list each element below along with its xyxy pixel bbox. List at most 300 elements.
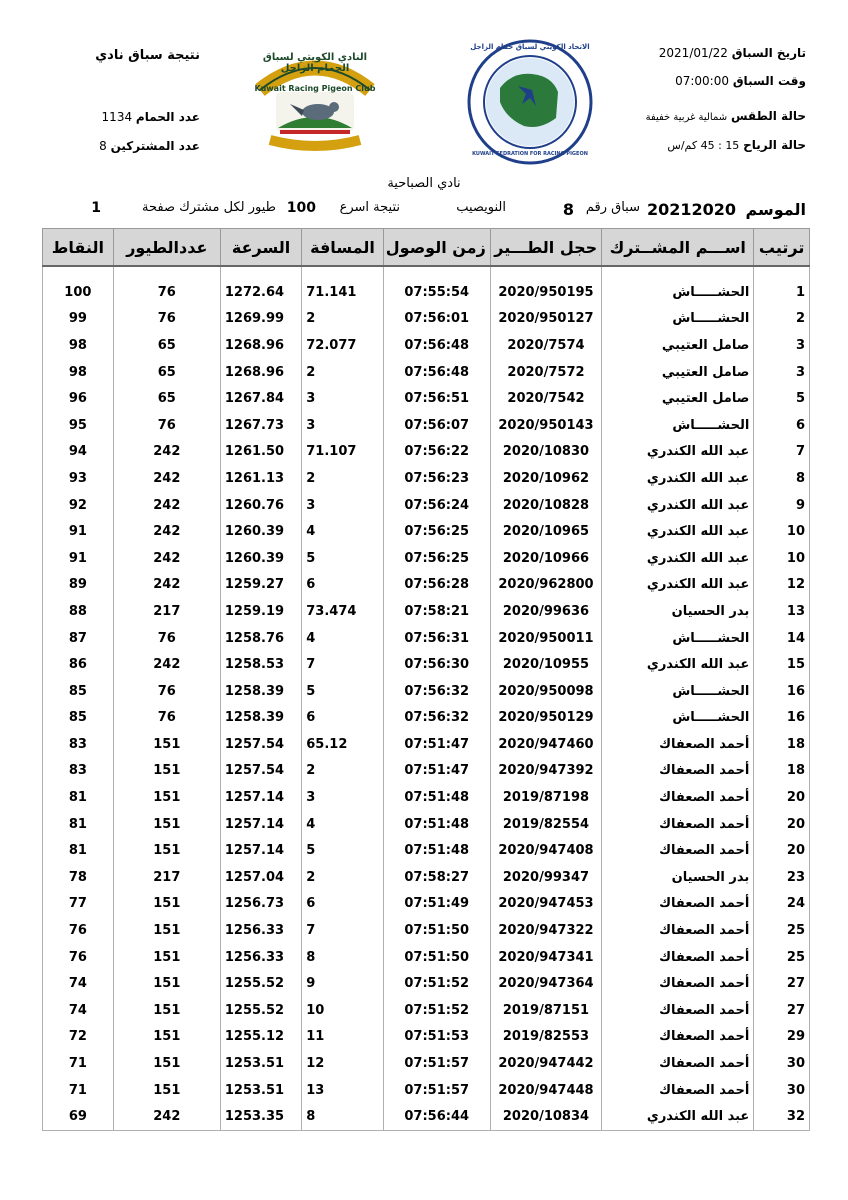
- rank-cell: 18: [754, 758, 810, 785]
- results-table: [42, 228, 810, 1131]
- rank-cell: 8: [754, 465, 810, 492]
- participant-name-cell: أحمد الصعفاك: [602, 1024, 754, 1051]
- federation-logo-english: KUWAIT FEDRATION FOR RACING PIGEON: [472, 151, 588, 157]
- points-cell: 88: [43, 598, 114, 625]
- participant-name-cell: صامل العتيبي: [602, 385, 754, 412]
- table-row: [43, 811, 810, 838]
- speed-cell: 1257.54: [220, 731, 301, 758]
- bird-count-cell: 217: [113, 864, 220, 891]
- table-row: [43, 1103, 810, 1130]
- ring-cell: 2020/950143: [490, 412, 601, 439]
- spacer-cell: [43, 266, 114, 279]
- speed-cell: 1255.52: [220, 970, 301, 997]
- table-row: [43, 944, 810, 971]
- arrival-time-cell: 07:56:22: [383, 439, 490, 466]
- distance-cell: 8: [302, 944, 383, 971]
- rank-cell: 14: [754, 625, 810, 652]
- participant-name-cell: عبد الله الكندري: [602, 439, 754, 466]
- points-cell: 78: [43, 864, 114, 891]
- points-cell: 74: [43, 970, 114, 997]
- ring-cell: 2020/950011: [490, 625, 601, 652]
- points-cell: 95: [43, 412, 114, 439]
- speed-cell: 1260.39: [220, 518, 301, 545]
- rank-cell: 16: [754, 705, 810, 732]
- arrival-time-cell: 07:51:48: [383, 811, 490, 838]
- speed-cell: 1255.12: [220, 1024, 301, 1051]
- points-cell: 81: [43, 811, 114, 838]
- distance-cell: 13: [302, 1077, 383, 1104]
- points-cell: 83: [43, 731, 114, 758]
- distance-cell: 6: [302, 572, 383, 599]
- per-participant-label: طيور لكل مشترك صفحة: [142, 200, 276, 215]
- arrival-time-cell: 07:51:47: [383, 731, 490, 758]
- participant-name-cell: عبد الله الكندري: [602, 492, 754, 519]
- rank-cell: 3: [754, 332, 810, 359]
- points-cell: 85: [43, 705, 114, 732]
- bird-count-cell: 151: [113, 837, 220, 864]
- ring-cell: 2020/10962: [490, 465, 601, 492]
- table-row: [43, 997, 810, 1024]
- season-line: [42, 200, 806, 224]
- weather-line: [646, 109, 806, 123]
- federation-logo-graphic: [466, 38, 594, 166]
- pigeon-count-line: [0, 110, 200, 124]
- arrival-time-cell: 07:56:28: [383, 572, 490, 599]
- speed-cell: 1258.39: [220, 705, 301, 732]
- rank-cell: 29: [754, 1024, 810, 1051]
- distance-cell: 4: [302, 625, 383, 652]
- race-time-line: [675, 74, 806, 88]
- pigeon-count-label: عدد الحمام: [135, 110, 200, 124]
- distance-cell: 5: [302, 678, 383, 705]
- result-label: نتيجة اسرع: [339, 200, 400, 215]
- distance-cell: 5: [302, 837, 383, 864]
- table-row: [43, 572, 810, 599]
- arrival-time-cell: 07:56:48: [383, 359, 490, 386]
- rank-cell: 27: [754, 970, 810, 997]
- arrival-time-cell: 07:51:57: [383, 1077, 490, 1104]
- distance-cell: 73.474: [302, 598, 383, 625]
- col-arrival-time: زمن الوصول: [383, 229, 490, 267]
- bird-count-cell: 151: [113, 758, 220, 785]
- table-row: [43, 758, 810, 785]
- table-row: [43, 359, 810, 386]
- table-row: [43, 1024, 810, 1051]
- ring-cell: 2020/947322: [490, 917, 601, 944]
- points-cell: 71: [43, 1050, 114, 1077]
- distance-cell: 8: [302, 1103, 383, 1130]
- arrival-time-cell: 07:58:21: [383, 598, 490, 625]
- points-cell: 96: [43, 385, 114, 412]
- bird-count-cell: 242: [113, 465, 220, 492]
- rank-cell: 12: [754, 572, 810, 599]
- speed-cell: 1256.33: [220, 917, 301, 944]
- distance-cell: 2: [302, 306, 383, 333]
- participants-label: عدد المشتركين: [110, 139, 200, 153]
- federation-logo: [466, 38, 594, 166]
- bird-count-cell: 76: [113, 678, 220, 705]
- table-row: [43, 784, 810, 811]
- bird-count-cell: 65: [113, 359, 220, 386]
- speed-cell: 1267.73: [220, 412, 301, 439]
- rank-cell: 30: [754, 1077, 810, 1104]
- rank-cell: 32: [754, 1103, 810, 1130]
- points-cell: 98: [43, 332, 114, 359]
- distance-cell: 71.107: [302, 439, 383, 466]
- ring-cell: 2020/947408: [490, 837, 601, 864]
- speed-cell: 1253.51: [220, 1077, 301, 1104]
- points-cell: 74: [43, 997, 114, 1024]
- points-cell: 83: [43, 758, 114, 785]
- bird-count-cell: 242: [113, 439, 220, 466]
- distance-cell: 6: [302, 705, 383, 732]
- participant-name-cell: عبد الله الكندري: [602, 651, 754, 678]
- participant-name-cell: عبد الله الكندري: [602, 572, 754, 599]
- table-row: [43, 385, 810, 412]
- participant-name-cell: الحشـــــاش: [602, 306, 754, 333]
- bird-count-cell: 76: [113, 279, 220, 306]
- table-row: [43, 917, 810, 944]
- arrival-time-cell: 07:56:07: [383, 412, 490, 439]
- arrival-time-cell: 07:51:50: [383, 944, 490, 971]
- points-cell: 89: [43, 572, 114, 599]
- rank-cell: 2: [754, 306, 810, 333]
- points-cell: 85: [43, 678, 114, 705]
- rank-cell: 15: [754, 651, 810, 678]
- table-row: [43, 651, 810, 678]
- speed-cell: 1272.64: [220, 279, 301, 306]
- arrival-time-cell: 07:58:27: [383, 864, 490, 891]
- participant-name-cell: بدر الحسيان: [602, 598, 754, 625]
- participant-name-cell: الحشـــــاش: [602, 625, 754, 652]
- wind-line: [667, 138, 806, 152]
- wind-label: حالة الرياح: [743, 138, 806, 152]
- table-row: [43, 891, 810, 918]
- speed-cell: 1256.33: [220, 944, 301, 971]
- ring-cell: 2020/947442: [490, 1050, 601, 1077]
- table-row: [43, 970, 810, 997]
- speed-cell: 1259.27: [220, 572, 301, 599]
- distance-cell: 4: [302, 811, 383, 838]
- participant-name-cell: عبد الله الكندري: [602, 1103, 754, 1130]
- points-cell: 76: [43, 917, 114, 944]
- ring-cell: 2020/7572: [490, 359, 601, 386]
- distance-cell: 6: [302, 891, 383, 918]
- points-cell: 81: [43, 837, 114, 864]
- ring-cell: 2020/947453: [490, 891, 601, 918]
- distance-cell: 71.141: [302, 279, 383, 306]
- rank-cell: 13: [754, 598, 810, 625]
- participant-name-cell: أحمد الصعفاك: [602, 970, 754, 997]
- participants-count: 8: [99, 139, 107, 153]
- distance-cell: 2: [302, 465, 383, 492]
- distance-cell: 9: [302, 970, 383, 997]
- table-row: [43, 598, 810, 625]
- col-speed: السرعة: [220, 229, 301, 267]
- arrival-time-cell: 07:51:52: [383, 970, 490, 997]
- bird-count-cell: 151: [113, 944, 220, 971]
- bird-count-cell: 151: [113, 891, 220, 918]
- ring-cell: 2020/947448: [490, 1077, 601, 1104]
- club-name: نادي الصباحية: [387, 176, 461, 191]
- rank-cell: 25: [754, 917, 810, 944]
- ring-cell: 2020/950127: [490, 306, 601, 333]
- spacer-cell: [113, 266, 220, 279]
- speed-cell: 1253.51: [220, 1050, 301, 1077]
- ring-cell: 2020/950195: [490, 279, 601, 306]
- participant-name-cell: أحمد الصعفاك: [602, 837, 754, 864]
- distance-cell: 12: [302, 1050, 383, 1077]
- points-cell: 91: [43, 518, 114, 545]
- speed-cell: 1257.14: [220, 784, 301, 811]
- rank-cell: 20: [754, 784, 810, 811]
- points-cell: 81: [43, 784, 114, 811]
- distance-cell: 65.12: [302, 731, 383, 758]
- table-row: [43, 306, 810, 333]
- ring-cell: 2019/82553: [490, 1024, 601, 1051]
- fastest-count: 100: [286, 200, 316, 216]
- result-title: نتيجة سباق نادي: [95, 48, 200, 63]
- race-date: 2021/01/22: [658, 46, 728, 60]
- speed-cell: 1257.54: [220, 758, 301, 785]
- pigeon-count: 1134: [101, 110, 133, 124]
- spacer-cell: [302, 266, 383, 279]
- arrival-time-cell: 07:51:47: [383, 758, 490, 785]
- arrival-time-cell: 07:56:30: [383, 651, 490, 678]
- points-cell: 69: [43, 1103, 114, 1130]
- bird-count-cell: 151: [113, 784, 220, 811]
- rank-cell: 10: [754, 545, 810, 572]
- participant-name-cell: أحمد الصعفاك: [602, 917, 754, 944]
- ring-cell: 2020/950098: [490, 678, 601, 705]
- ring-cell: 2020/7542: [490, 385, 601, 412]
- wind-value: 15 : 45 كم/س: [667, 139, 740, 152]
- points-cell: 72: [43, 1024, 114, 1051]
- points-cell: 98: [43, 359, 114, 386]
- arrival-time-cell: 07:56:32: [383, 705, 490, 732]
- speed-cell: 1258.39: [220, 678, 301, 705]
- col-bird-count: عددالطيور: [113, 229, 220, 267]
- race-number: 8: [562, 200, 574, 219]
- participant-name-cell: أحمد الصعفاك: [602, 811, 754, 838]
- speed-cell: 1255.52: [220, 997, 301, 1024]
- speed-cell: 1268.96: [220, 359, 301, 386]
- participant-name-cell: الحشـــــاش: [602, 279, 754, 306]
- participant-name-cell: الحشـــــاش: [602, 412, 754, 439]
- table-row: [43, 731, 810, 758]
- ring-cell: 2019/82554: [490, 811, 601, 838]
- speed-cell: 1257.04: [220, 864, 301, 891]
- points-cell: 77: [43, 891, 114, 918]
- speed-cell: 1253.35: [220, 1103, 301, 1130]
- points-cell: 93: [43, 465, 114, 492]
- table-row: [43, 625, 810, 652]
- race-date-label: تاريخ السباق: [731, 46, 806, 60]
- distance-cell: 3: [302, 385, 383, 412]
- arrival-time-cell: 07:56:24: [383, 492, 490, 519]
- spacer-cell: [220, 266, 301, 279]
- ring-cell: 2020/10830: [490, 439, 601, 466]
- col-participant-name: اســـم المشــترك: [602, 229, 754, 267]
- table-row: [43, 1050, 810, 1077]
- page-number: 1: [91, 200, 101, 216]
- speed-cell: 1257.14: [220, 811, 301, 838]
- table-header-row: [43, 229, 810, 267]
- distance-cell: 3: [302, 492, 383, 519]
- spacer-cell: [383, 266, 490, 279]
- bird-count-cell: 151: [113, 970, 220, 997]
- race-time: 07:00:00: [675, 74, 729, 88]
- points-cell: 94: [43, 439, 114, 466]
- bird-count-cell: 76: [113, 306, 220, 333]
- distance-cell: 72.077: [302, 332, 383, 359]
- participant-name-cell: أحمد الصعفاك: [602, 891, 754, 918]
- weather-label: حالة الطقس: [730, 109, 806, 123]
- ring-cell: 2020/10955: [490, 651, 601, 678]
- rank-cell: 20: [754, 837, 810, 864]
- arrival-time-cell: 07:51:48: [383, 784, 490, 811]
- rank-cell: 18: [754, 731, 810, 758]
- ring-cell: 2020/950129: [490, 705, 601, 732]
- table-row: [43, 837, 810, 864]
- arrival-time-cell: 07:51:57: [383, 1050, 490, 1077]
- rank-cell: 27: [754, 997, 810, 1024]
- col-rank: ترتيب: [754, 229, 810, 267]
- arrival-time-cell: 07:56:01: [383, 306, 490, 333]
- bird-count-cell: 242: [113, 572, 220, 599]
- participant-name-cell: أحمد الصعفاك: [602, 731, 754, 758]
- table-row: [43, 678, 810, 705]
- speed-cell: 1258.76: [220, 625, 301, 652]
- distance-cell: 2: [302, 864, 383, 891]
- season-label: الموسم: [745, 200, 806, 219]
- bird-count-cell: 242: [113, 518, 220, 545]
- arrival-time-cell: 07:56:32: [383, 678, 490, 705]
- table-row: [43, 279, 810, 306]
- speed-cell: 1258.53: [220, 651, 301, 678]
- bird-count-cell: 151: [113, 917, 220, 944]
- bird-count-cell: 242: [113, 545, 220, 572]
- rank-cell: 10: [754, 518, 810, 545]
- distance-cell: 3: [302, 412, 383, 439]
- speed-cell: 1257.14: [220, 837, 301, 864]
- rank-cell: 24: [754, 891, 810, 918]
- table-row: [43, 1077, 810, 1104]
- rank-cell: 9: [754, 492, 810, 519]
- points-cell: 87: [43, 625, 114, 652]
- federation-logo-arabic: الاتحاد الكويتي لسباق حمام الزاجل: [470, 43, 590, 51]
- rank-cell: 5: [754, 385, 810, 412]
- rank-cell: 20: [754, 811, 810, 838]
- distance-cell: 2: [302, 758, 383, 785]
- rank-cell: 16: [754, 678, 810, 705]
- bird-count-cell: 76: [113, 705, 220, 732]
- speed-cell: 1261.13: [220, 465, 301, 492]
- ring-cell: 2020/7574: [490, 332, 601, 359]
- speed-cell: 1256.73: [220, 891, 301, 918]
- distance-cell: 5: [302, 545, 383, 572]
- ring-cell: 2020/10965: [490, 518, 601, 545]
- participant-name-cell: عبد الله الكندري: [602, 518, 754, 545]
- season-value: 20212020: [646, 200, 736, 219]
- bird-count-cell: 217: [113, 598, 220, 625]
- points-cell: 71: [43, 1077, 114, 1104]
- speed-cell: 1260.76: [220, 492, 301, 519]
- participant-name-cell: عبد الله الكندري: [602, 465, 754, 492]
- col-ring: حجل الطـــير: [490, 229, 601, 267]
- arrival-time-cell: 07:56:23: [383, 465, 490, 492]
- ring-cell: 2020/99347: [490, 864, 601, 891]
- speed-cell: 1267.84: [220, 385, 301, 412]
- bird-count-cell: 151: [113, 997, 220, 1024]
- bird-count-cell: 151: [113, 811, 220, 838]
- speed-cell: 1269.99: [220, 306, 301, 333]
- rank-cell: 1: [754, 279, 810, 306]
- ring-cell: 2020/10966: [490, 545, 601, 572]
- rank-cell: 6: [754, 412, 810, 439]
- ring-cell: 2020/947392: [490, 758, 601, 785]
- table-row: [43, 545, 810, 572]
- participant-name-cell: أحمد الصعفاك: [602, 1050, 754, 1077]
- bird-count-cell: 65: [113, 385, 220, 412]
- rank-cell: 7: [754, 439, 810, 466]
- arrival-time-cell: 07:55:54: [383, 279, 490, 306]
- ring-cell: 2020/99636: [490, 598, 601, 625]
- bird-count-cell: 242: [113, 1103, 220, 1130]
- participants-line: [0, 139, 200, 153]
- points-cell: 99: [43, 306, 114, 333]
- bird-count-cell: 151: [113, 731, 220, 758]
- distance-cell: 3: [302, 784, 383, 811]
- speed-cell: 1260.39: [220, 545, 301, 572]
- speed-cell: 1259.19: [220, 598, 301, 625]
- col-points: النقاط: [43, 229, 114, 267]
- arrival-time-cell: 07:56:48: [383, 332, 490, 359]
- arrival-time-cell: 07:56:51: [383, 385, 490, 412]
- bird-count-cell: 65: [113, 332, 220, 359]
- points-cell: 76: [43, 944, 114, 971]
- arrival-time-cell: 07:51:49: [383, 891, 490, 918]
- distance-cell: 2: [302, 359, 383, 386]
- bird-count-cell: 76: [113, 625, 220, 652]
- table-row: [43, 518, 810, 545]
- club-logo-arabic: النادي الكويتي لسباق الحمام الزاجل: [262, 52, 368, 74]
- speed-cell: 1268.96: [220, 332, 301, 359]
- spacer-cell: [602, 266, 754, 279]
- race-category: النويصيب: [456, 200, 506, 215]
- points-cell: 86: [43, 651, 114, 678]
- bird-count-cell: 151: [113, 1077, 220, 1104]
- rank-cell: 30: [754, 1050, 810, 1077]
- results-body: [43, 266, 810, 1131]
- ring-cell: 2019/87151: [490, 997, 601, 1024]
- participant-name-cell: صامل العتيبي: [602, 332, 754, 359]
- speed-cell: 1261.50: [220, 439, 301, 466]
- participant-name-cell: الحشـــــاش: [602, 678, 754, 705]
- distance-cell: 10: [302, 997, 383, 1024]
- table-row: [43, 705, 810, 732]
- arrival-time-cell: 07:56:25: [383, 518, 490, 545]
- participant-name-cell: بدر الحسيان: [602, 864, 754, 891]
- table-spacer-row: [43, 266, 810, 279]
- participant-name-cell: أحمد الصعفاك: [602, 1077, 754, 1104]
- ring-cell: 2019/87198: [490, 784, 601, 811]
- ring-cell: 2020/962800: [490, 572, 601, 599]
- rank-cell: 3: [754, 359, 810, 386]
- ring-cell: 2020/947364: [490, 970, 601, 997]
- table-row: [43, 492, 810, 519]
- bird-count-cell: 76: [113, 412, 220, 439]
